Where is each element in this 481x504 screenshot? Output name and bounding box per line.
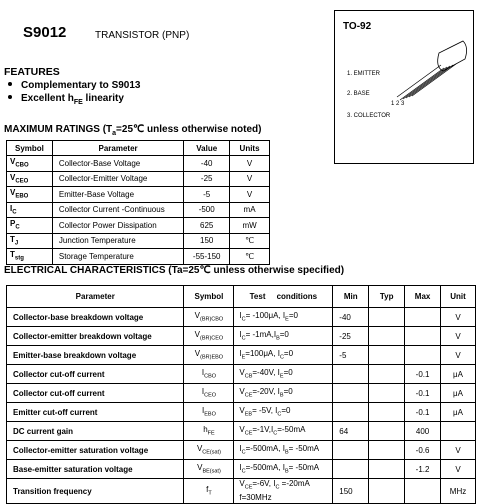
unit-cell: V — [441, 308, 476, 327]
parameter-cell: Emitter-Base Voltage — [52, 187, 183, 203]
min-cell — [333, 403, 369, 422]
unit-cell: mW — [230, 218, 270, 234]
max-cell: -0.1 — [405, 403, 441, 422]
electrical-heading: ELECTRICAL CHARACTERISTICS (Ta=25℃ unless otherwise specified) — [4, 265, 345, 276]
symbol-cell: $V_{(BR)CEO}$ — [184, 327, 234, 346]
parameter-cell: Junction Temperature — [52, 233, 183, 249]
value-cell: -5 — [184, 187, 230, 203]
parameter-cell: DC current gain — [7, 422, 184, 441]
symbol-cell: $P_C$ — [7, 218, 53, 234]
unit-cell: V — [441, 327, 476, 346]
typ-cell — [369, 460, 405, 479]
min-cell — [333, 365, 369, 384]
value-cell: 625 — [184, 218, 230, 234]
parameter-cell: Collector-base breakdown voltage — [7, 308, 184, 327]
parameter-cell: Collector cut-off current — [7, 384, 184, 403]
feature-sub: FE — [73, 99, 83, 106]
symbol-cell: $T_J$ — [7, 233, 53, 249]
symbol-cell: $f_T$ — [184, 479, 234, 504]
symbol-cell: $V_{CE(sat)}$ — [184, 441, 234, 460]
pin-label: 3. COLLECTOR — [347, 113, 391, 119]
table-row — [7, 156, 270, 172]
table-header-row — [7, 286, 476, 308]
bullet-icon — [8, 82, 12, 86]
table-header-row — [7, 141, 270, 156]
condition-cell: $V_{CE}=-20V$, $I_B=0$ — [234, 384, 333, 403]
unit-cell: V — [441, 346, 476, 365]
max-cell: -1.2 — [405, 460, 441, 479]
condition-cell: $I_C= -1mA,I_B=0$ — [234, 327, 333, 346]
value-cell: -40 — [184, 156, 230, 172]
max-cell: 400 — [405, 422, 441, 441]
condition-cell: $V_{CE}=-1V,I_C=-50mA$ — [234, 422, 333, 441]
col-header: Units — [230, 141, 270, 156]
max-ratings-heading: MAXIMUM RATINGS ($T_a=25℃$ unless otherwise noted) — [4, 124, 262, 137]
unit-cell: ℃ — [230, 233, 270, 249]
condition-cell: $I_C= -100\mu A$, $I_E=0$ — [234, 308, 333, 327]
parameter-cell: Collector-Emitter Voltage — [52, 171, 183, 187]
col-header: Test conditions — [234, 286, 333, 308]
value-cell: 150 — [184, 233, 230, 249]
symbol-cell: $I_{CBO}$ — [184, 365, 234, 384]
symbol-cell: $I_C$ — [7, 202, 53, 218]
symbol-cell: $V_{CBO}$ — [7, 156, 53, 172]
parameter-cell: Collector-emitter saturation voltage — [7, 441, 184, 460]
table-row — [7, 346, 476, 365]
value-cell: -55-150 — [184, 249, 230, 265]
pin-label: 1. EMITTER — [347, 71, 381, 77]
part-number: S9012 — [23, 24, 67, 41]
typ-cell — [369, 346, 405, 365]
table-row — [7, 365, 476, 384]
max-cell: -0.1 — [405, 384, 441, 403]
parameter-cell: Collector-emitter breakdown voltage — [7, 327, 184, 346]
condition-cell: $V_{CB}=-40V$, $I_E=0$ — [234, 365, 333, 384]
symbol-cell: $I_{EBO}$ — [184, 403, 234, 422]
unit-cell: V — [441, 460, 476, 479]
col-header: Parameter — [52, 141, 183, 156]
col-header: Symbol — [184, 286, 234, 308]
feature-item — [8, 93, 124, 106]
col-header: Min — [333, 286, 369, 308]
features-heading: FEATURES — [4, 66, 60, 78]
symbol-cell: $V_{CEO}$ — [7, 171, 53, 187]
symbol-cell: $V_{(BR)EBO}$ — [184, 346, 234, 365]
col-header: Parameter — [7, 286, 184, 308]
max-ratings-table — [6, 140, 270, 265]
symbol-cell: $I_{CEO}$ — [184, 384, 234, 403]
typ-cell — [369, 365, 405, 384]
min-cell — [333, 441, 369, 460]
max-cell — [405, 327, 441, 346]
table-row — [7, 441, 476, 460]
symbol-cell: $T_{stg}$ — [7, 249, 53, 265]
parameter-cell: Storage Temperature — [52, 249, 183, 265]
unit-cell: MHz — [441, 479, 476, 504]
unit-cell: μA — [441, 384, 476, 403]
unit-cell: μA — [441, 403, 476, 422]
parameter-cell: Emitter-base breakdown voltage — [7, 346, 184, 365]
symbol-cell: $h_{FE}$ — [184, 422, 234, 441]
feature-text: Complementary to S9013 — [21, 80, 141, 91]
unit-cell: V — [441, 441, 476, 460]
min-cell — [333, 384, 369, 403]
feature-item — [8, 80, 141, 91]
table-row — [7, 233, 270, 249]
min-cell: -25 — [333, 327, 369, 346]
condition-cell: $I_E=100\mu A$, $I_C=0$ — [234, 346, 333, 365]
parameter-cell: Collector cut-off current — [7, 365, 184, 384]
typ-cell — [369, 384, 405, 403]
table-row — [7, 218, 270, 234]
table-row — [7, 327, 476, 346]
col-header: Max — [405, 286, 441, 308]
unit-cell: ℃ — [230, 249, 270, 265]
package-diagram — [334, 10, 474, 164]
table-row — [7, 202, 270, 218]
unit-cell: V — [230, 187, 270, 203]
min-cell: -40 — [333, 308, 369, 327]
table-row — [7, 308, 476, 327]
unit-cell: mA — [230, 202, 270, 218]
parameter-cell: Collector Power Dissipation — [52, 218, 183, 234]
value-cell: -25 — [184, 171, 230, 187]
typ-cell — [369, 403, 405, 422]
condition-cell: $I_C=-500mA$, $I_B= -50mA$ — [234, 441, 333, 460]
max-cell — [405, 346, 441, 365]
transistor-type: TRANSISTOR (PNP) — [95, 30, 190, 41]
package-name: TO-92 — [343, 21, 372, 32]
col-header: Typ — [369, 286, 405, 308]
pin-numbers: 1 2 3 — [391, 101, 405, 107]
parameter-cell: Collector-Base Voltage — [52, 156, 183, 172]
col-header: Unit — [441, 286, 476, 308]
value-cell: -500 — [184, 202, 230, 218]
condition-cell: $V_{CE}=-6V$, $I_C =-20mA$ f=30MHz — [234, 479, 333, 504]
feature-text-tail: linearity — [82, 93, 124, 104]
symbol-cell: $V_{BE(sat)}$ — [184, 460, 234, 479]
table-row — [7, 187, 270, 203]
symbol-cell: $V_{(BR)CBO}$ — [184, 308, 234, 327]
unit-cell — [441, 422, 476, 441]
unit-cell: μA — [441, 365, 476, 384]
table-row — [7, 403, 476, 422]
transistor-drawing — [335, 11, 473, 163]
parameter-cell: Transition frequency — [7, 479, 184, 504]
parameter-cell: Collector Current -Continuous — [52, 202, 183, 218]
table-row — [7, 384, 476, 403]
col-header: Value — [184, 141, 230, 156]
min-cell: 150 — [333, 479, 369, 504]
max-cell: -0.1 — [405, 365, 441, 384]
electrical-table — [6, 285, 476, 504]
table-row — [7, 171, 270, 187]
pin-label: 2. BASE — [347, 91, 370, 97]
typ-cell — [369, 422, 405, 441]
table-row — [7, 422, 476, 441]
min-cell — [333, 460, 369, 479]
min-cell: -5 — [333, 346, 369, 365]
unit-cell: V — [230, 171, 270, 187]
max-cell — [405, 308, 441, 327]
col-header: Symbol — [7, 141, 53, 156]
min-cell: 64 — [333, 422, 369, 441]
parameter-cell: Base-emitter saturation voltage — [7, 460, 184, 479]
table-row — [7, 249, 270, 265]
typ-cell — [369, 441, 405, 460]
feature-text: Excellent h — [21, 93, 74, 104]
condition-cell: $V_{EB}= -5V$, $I_C=0$ — [234, 403, 333, 422]
symbol-cell: $V_{EBO}$ — [7, 187, 53, 203]
table-row — [7, 460, 476, 479]
parameter-cell: Emitter cut-off current — [7, 403, 184, 422]
unit-cell: V — [230, 156, 270, 172]
typ-cell — [369, 327, 405, 346]
bullet-icon — [8, 95, 12, 99]
max-cell: -0.6 — [405, 441, 441, 460]
condition-cell: $I_C=-500mA$, $I_B= -50mA$ — [234, 460, 333, 479]
typ-cell — [369, 308, 405, 327]
